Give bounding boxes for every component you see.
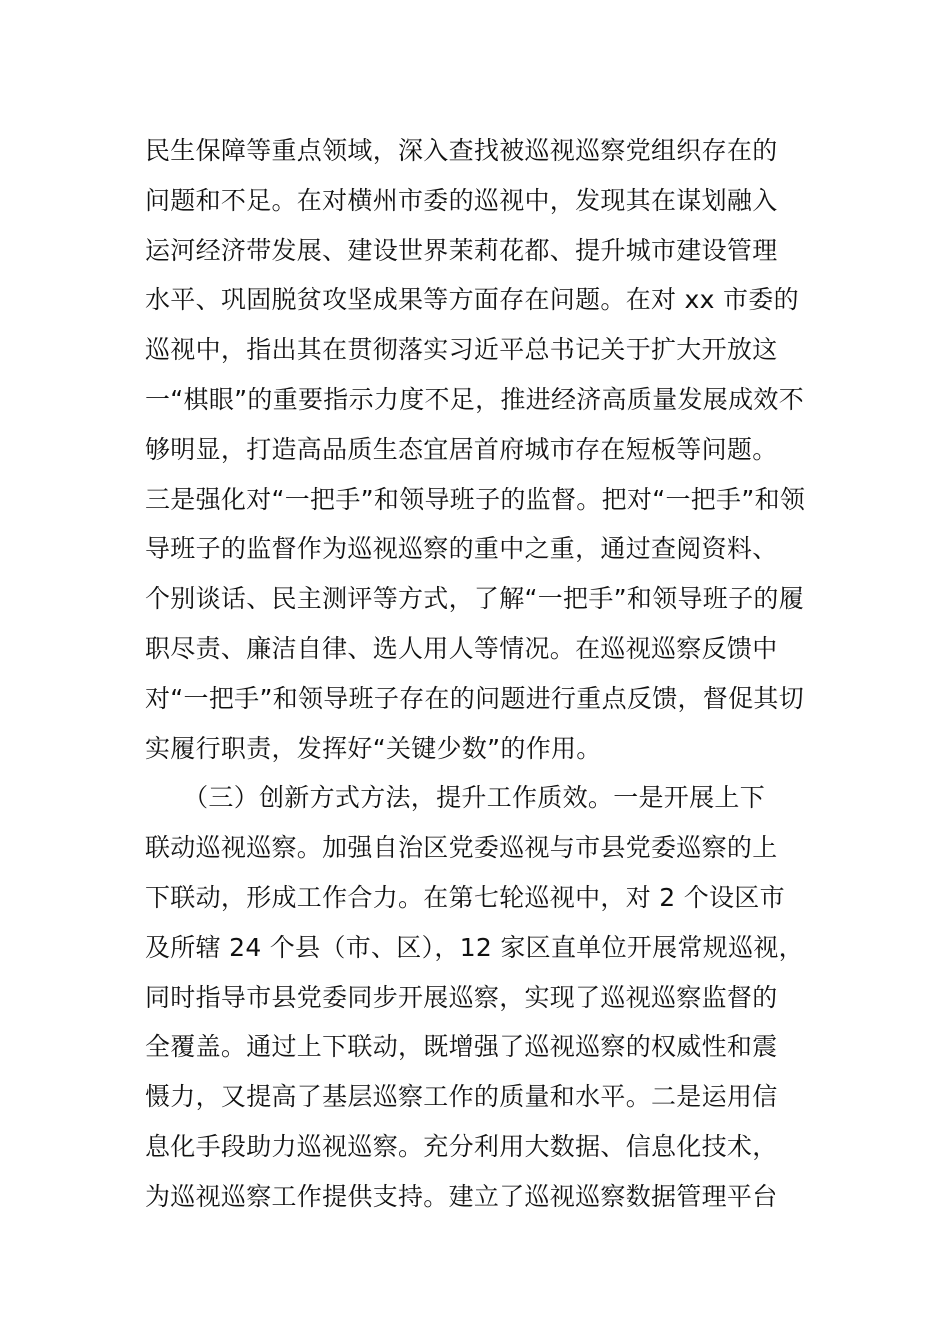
text-line: 联动巡视巡察。加强自治区党委巡视与市县党委巡察的上 [145, 833, 778, 863]
text-line: 三是强化对“一把手”和领导班子的监督。把对“一把手”和领 [145, 484, 806, 514]
body-text [145, 126, 845, 1222]
text-line: 民生保障等重点领域，深入查找被巡视巡察党组织存在的 [145, 136, 778, 165]
text-line: 水平、巩固脱贫攻坚成果等方面存在问题。在对 xx 市委的 [145, 285, 799, 315]
text-line: 全覆盖。通过上下联动，既增强了巡视巡察的权威性和震 [145, 1032, 778, 1062]
text-line: 导班子的监督作为巡视巡察的重中之重，通过查阅资料、 [145, 534, 778, 564]
text-line: 对“一把手”和领导班子存在的问题进行重点反馈，督促其切 [145, 683, 805, 713]
text-line: 慑力，又提高了基层巡察工作的质量和水平。二是运用信 [145, 1082, 778, 1112]
text-line: 实履行职责，发挥好“关键少数”的作用。 [145, 733, 602, 763]
text-line: 下联动，形成工作合力。在第七轮巡视中，对 2 个设区市 [145, 882, 785, 912]
section-heading-line: （三）创新方式方法，提升工作质效。一是开展上下 [145, 783, 766, 813]
text-line: 一“棋眼”的重要指示力度不足，推进经济高质量发展成效不 [145, 384, 805, 414]
text-line: 够明显，打造高品质生态宜居首府城市存在短板等问题。 [145, 434, 778, 464]
text-line: 运河经济带发展、建设世界茉莉花都、提升城市建设管理 [145, 235, 778, 265]
text-line: 职尽责、廉洁自律、选人用人等情况。在巡视巡察反馈中 [145, 633, 778, 663]
text-line: 为巡视巡察工作提供支持。建立了巡视巡察数据管理平台 [145, 1181, 778, 1211]
text-line: 息化手段助力巡视巡察。充分利用大数据、信息化技术， [145, 1131, 778, 1161]
text-line: 问题和不足。在对横州市委的巡视中，发现其在谋划融入 [145, 185, 778, 215]
text-line: 巡视中，指出其在贯彻落实习近平总书记关于扩大开放这 [145, 335, 778, 365]
text-line: 同时指导市县党委同步开展巡察，实现了巡视巡察监督的 [145, 982, 778, 1012]
text-line: 及所辖 24 个县（市、区），12 家区直单位开展常规巡视， [145, 932, 804, 962]
text-line: 个别谈话、民主测评等方式，了解“一把手”和领导班子的履 [145, 584, 805, 614]
